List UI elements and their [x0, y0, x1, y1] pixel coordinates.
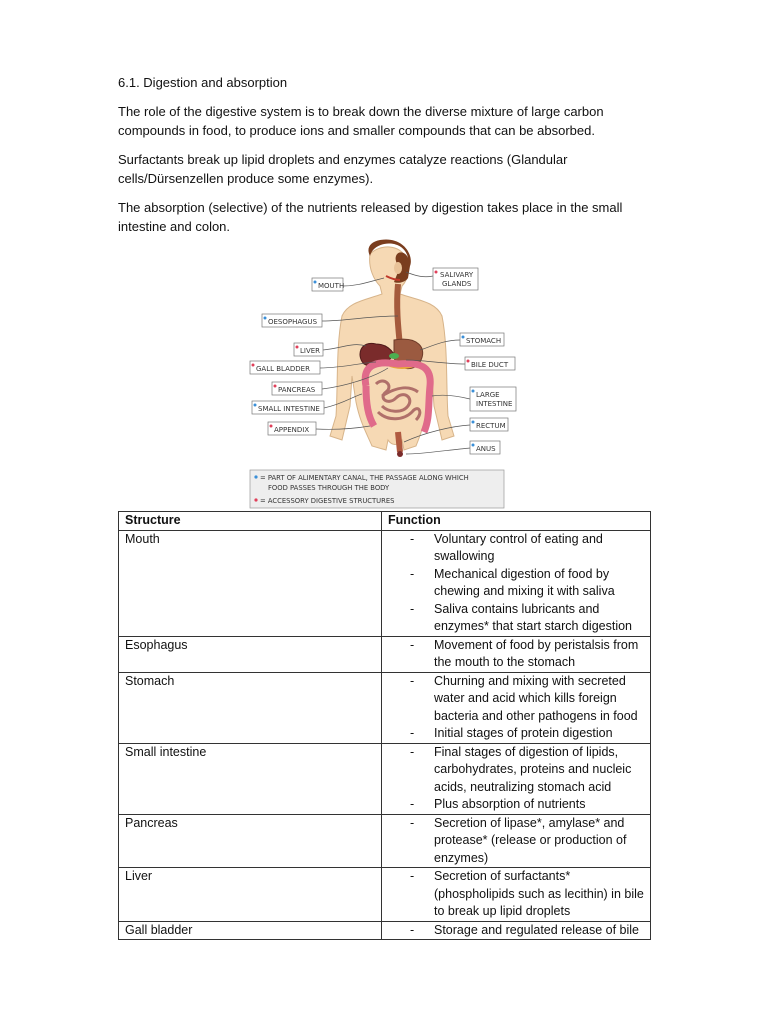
structure-function-table: [118, 511, 651, 940]
stomach-label: STOMACH: [466, 337, 502, 345]
mouth-marker: [314, 281, 317, 284]
function-item: - Mechanical digestion of food by chewing and mixing it with saliva: [388, 566, 644, 601]
large-intestine-label-line2: INTESTINE: [476, 400, 513, 408]
structure-cell: Pancreas: [119, 814, 382, 868]
salivary-glands-label-line2: GLANDS: [442, 280, 472, 288]
accessory-legend-marker: [254, 498, 257, 501]
structure-cell: Liver: [119, 868, 382, 922]
table-body: [119, 530, 651, 940]
function-item: - Voluntary control of eating and swallowing: [388, 531, 644, 566]
function-cell: [382, 743, 651, 814]
salivary-glands-marker: [435, 271, 438, 274]
stomach-marker: [462, 336, 465, 339]
function-list: [388, 868, 644, 921]
table-row: [119, 814, 651, 868]
appendix-marker: [270, 425, 273, 428]
gall-bladder-label: GALL BLADDER: [256, 365, 310, 373]
function-header: Function: [382, 512, 651, 531]
large-intestine-label-line1: LARGE: [476, 391, 500, 399]
paragraph-role: The role of the digestive system is to break down the diverse mixture of large carbon compounds in food, to produce ions and smaller compounds that can be absorbed.: [118, 104, 604, 138]
function-item: - Storage and regulated release of bile: [388, 922, 644, 940]
liver-marker: [296, 346, 299, 349]
legend-canal-line2: FOOD PASSES THROUGH THE BODY: [268, 484, 390, 492]
function-cell: [382, 636, 651, 672]
structure-cell: Mouth: [119, 530, 382, 636]
function-item: - Secretion of surfactants* (phospholipids such as lecithin) in bile to break up lipid droplets: [388, 868, 644, 921]
paragraph-surfactants: Surfactants break up lipid droplets and enzymes catalyze reactions (Glandular cells/Dürsenzellen produce some enzymes).: [118, 152, 568, 186]
anus-marker: [472, 444, 475, 447]
large-intestine-marker: [472, 390, 475, 393]
structure-cell: Small intestine: [119, 743, 382, 814]
table-row: [119, 636, 651, 672]
section-heading: 6.1. Digestion and absorption: [118, 75, 288, 90]
function-list: [388, 637, 644, 672]
gall-bladder-marker: [252, 364, 255, 367]
function-list: [388, 673, 644, 743]
structure-cell: Gall bladder: [119, 921, 382, 940]
function-item: - Movement of food by peristalsis from the mouth to the stomach: [388, 637, 644, 672]
function-list: [388, 744, 644, 814]
function-item: - Saliva contains lubricants and enzymes* that start starch digestion: [388, 601, 644, 636]
paragraph-absorption: The absorption (selective) of the nutrients released by digestion takes place in the small intestine and colon.: [118, 200, 623, 234]
function-list: [388, 531, 644, 636]
function-item: - Churning and mixing with secreted water and acid which kills foreign bacteria and other pathogens in food: [388, 673, 644, 726]
oesophagus-marker: [264, 317, 267, 320]
structure-cell: Esophagus: [119, 636, 382, 672]
bile-duct-marker: [467, 360, 470, 363]
table-row: [119, 743, 651, 814]
function-item: - Plus absorption of nutrients: [388, 796, 644, 814]
table-row: [119, 921, 651, 940]
rectum-label: RECTUM: [476, 422, 506, 430]
structure-cell: Stomach: [119, 672, 382, 743]
function-item: - Final stages of digestion of lipids, carbohydrates, proteins and nucleic acids, neutralizing stomach acid: [388, 744, 644, 797]
function-item: - Secretion of lipase*, amylase* and protease* (release or production of enzymes): [388, 815, 644, 868]
liver-label: LIVER: [300, 347, 321, 355]
function-cell: [382, 672, 651, 743]
pancreas-marker: [274, 385, 277, 388]
table-row: [119, 672, 651, 743]
legend-accessory: = ACCESSORY DIGESTIVE STRUCTURES: [260, 497, 395, 505]
small-intestine-label: SMALL INTESTINE: [258, 405, 320, 413]
salivary-glands-label-line1: SALIVARY: [440, 271, 474, 279]
anus-label: ANUS: [476, 445, 496, 453]
table-row: [119, 868, 651, 922]
function-cell: [382, 530, 651, 636]
function-cell: [382, 921, 651, 940]
function-cell: [382, 868, 651, 922]
legend-canal-line1: = PART OF ALIMENTARY CANAL, THE PASSAGE ALONG WHICH: [260, 474, 469, 482]
small-intestine-marker: [254, 404, 257, 407]
oesophagus-label: OESOPHAGUS: [268, 318, 318, 326]
digestive-system-figure: [248, 236, 513, 510]
canal-legend-marker: [254, 475, 257, 478]
pancreas-label: PANCREAS: [278, 386, 316, 394]
bile-duct-label: BILE DUCT: [471, 361, 509, 369]
appendix-label: APPENDIX: [274, 426, 310, 434]
function-list: [388, 922, 644, 940]
figure-legend: [250, 470, 504, 508]
function-cell: [382, 814, 651, 868]
mouth-label: MOUTH: [318, 282, 345, 290]
function-item: - Initial stages of protein digestion: [388, 725, 644, 743]
table-row: [119, 530, 651, 636]
structure-header: Structure: [119, 512, 382, 531]
rectum-marker: [472, 421, 475, 424]
function-list: [388, 815, 644, 868]
digestive-system-diagram: [248, 236, 513, 510]
table-header-row: [119, 512, 651, 531]
